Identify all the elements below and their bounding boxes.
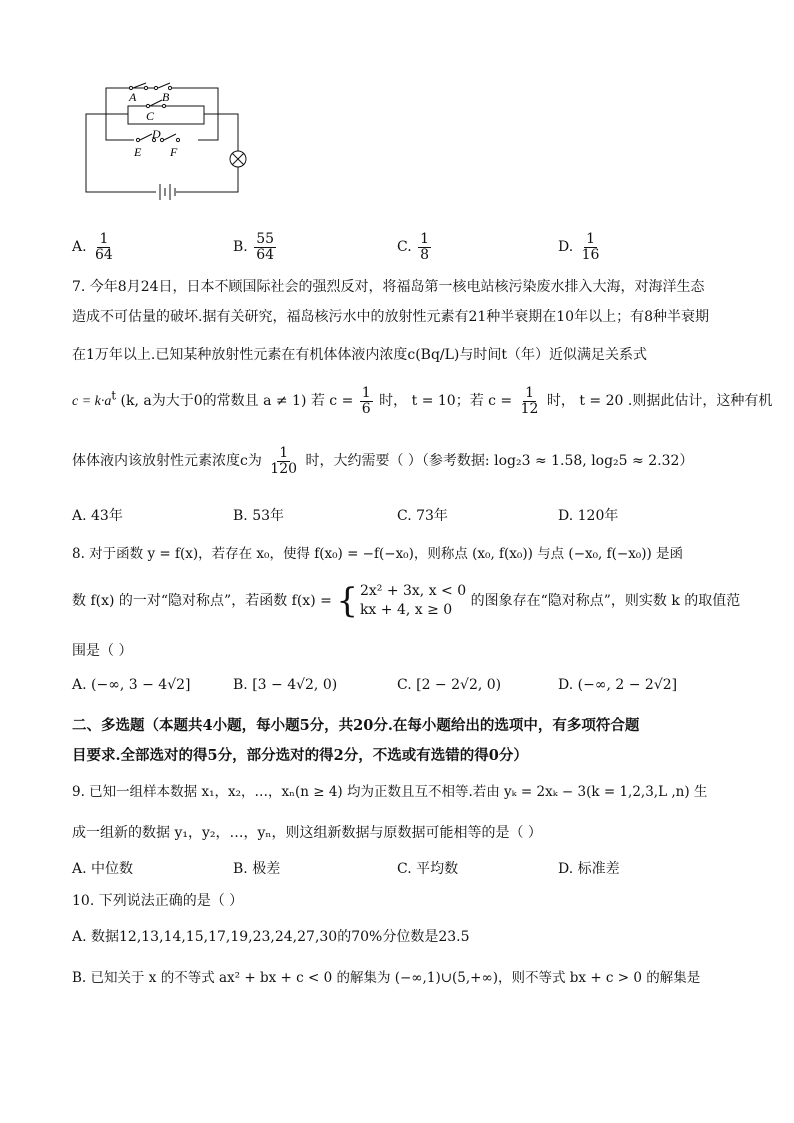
fraction: $\frac{1}{120}$ <box>270 445 298 477</box>
switch-label-e: E <box>134 145 142 159</box>
q6-option-c[interactable]: C. $\frac{1}{8}$ <box>397 231 430 263</box>
q9-option-c[interactable]: C. 平均数 <box>397 861 459 877</box>
q6-option-b[interactable]: B. $\frac{55}{64}$ <box>233 231 275 263</box>
q9-line-1: 9. 已知一组样本数据 x₁，x₂，…，xₙ(n ≥ 4) 均为正数且互不相等.若由 yₖ = 2xₖ − 3(k = 1,2,3,L ,n) 生 <box>72 784 708 800</box>
q9-option-d[interactable]: D. 标准差 <box>558 861 620 877</box>
q8-option-a[interactable]: A. (−∞, 3 − 4√2] <box>72 677 191 693</box>
q8-line-3: 围是（ ） <box>72 643 133 659</box>
switch-label-c: C <box>146 109 155 123</box>
q7-line-2: 造成不可估量的破坏.据有关研究，福岛核污水中的放射性元素有21种半衰期在10年以上；有8种半衰期 <box>72 309 709 325</box>
q7-option-a[interactable]: A. 43年 <box>72 508 123 524</box>
q8-line-1: 8. 对于函数 y = f(x)，若存在 x₀，使得 f(x₀) = −f(−x₀)，则称点 (x₀, f(x₀)) 与点 (−x₀, f(−x₀)) 是函 <box>72 546 684 562</box>
q7-line-1: 7. 今年8月24日，日本不顾国际社会的强烈反对，将福岛第一核电站核污染废水排入大海，对海洋生态 <box>72 279 705 295</box>
fraction: $\frac{1}{64}$ <box>95 231 113 263</box>
brace-icon: { <box>336 580 358 621</box>
q7-line-3: 在1万年以上.已知某种放射性元素在有机体体液内浓度c(Bq/L)与时间t（年）近似满足关系式 <box>72 347 648 363</box>
q9-line-2: 成一组新的数据 y₁，y₂，…，yₙ，则这组新数据与原数据可能相等的是（ ） <box>72 825 542 841</box>
q8-option-b[interactable]: B. [3 − 4√2, 0) <box>233 677 338 693</box>
switch-label-a: A <box>129 90 137 104</box>
fraction: $\frac{55}{64}$ <box>256 231 275 263</box>
q8-line-2: 数 f(x) 的一对“隐对称点”，若函数 f(x) = { 2x² + 3x, x < 0 kx + 4, x ≥ 0 的图象存在“隐对称点”，则实数 k 的取值范 <box>72 580 741 621</box>
q10-option-b[interactable]: B. 已知关于 x 的不等式 ax² + bx + c < 0 的解集为 (−∞,1)∪(5,+∞)，则不等式 bx + c > 0 的解集是 <box>72 970 701 986</box>
fraction: $\frac{1}{6}$ <box>361 385 371 417</box>
q6-option-d[interactable]: D. $\frac{1}{16}$ <box>558 231 600 263</box>
switch-label-b: B <box>162 90 170 104</box>
switch-label-d: D <box>152 127 161 141</box>
q7-option-c[interactable]: C. 73年 <box>397 508 448 524</box>
q7-option-b[interactable]: B. 53年 <box>233 508 285 524</box>
q7-line-5: 体体液内该放射性元素浓度c为 $\frac{1}{120}$ 时，大约需要（ ）（参考数据: log₂3 ≈ 1.58, log₂5 ≈ 2.32） <box>72 445 694 477</box>
q10-line-1: 10. 下列说法正确的是（ ） <box>72 893 244 909</box>
switch-label-f: F <box>170 145 178 159</box>
q7-option-d[interactable]: D. 120年 <box>558 508 619 524</box>
q10-option-a[interactable]: A. 数据12,13,14,15,17,19,23,24,27,30的70%分位数是23.5 <box>72 929 470 945</box>
circuit-diagram <box>78 80 258 205</box>
fraction: $\frac{1}{16}$ <box>581 231 600 263</box>
fraction: $\frac{1}{8}$ <box>420 231 430 263</box>
q8-option-d[interactable]: D. (−∞, 2 − 2√2] <box>558 677 678 693</box>
q7-line-4: $c = k\cdot a^t$ (k, a为大于0的常数且 a ≠ 1) 若 c = $\frac{1}{6}$ 时， t = 10；若 c = $\frac{1}{12}$ 时， t = 20 .则据此估计，这种有机 <box>72 385 773 417</box>
section-2-heading-line-1: 二、多选题（本题共4小题，每小题5分，共20分.在每小题给出的选项中，有多项符合题 <box>72 717 640 734</box>
section-2-heading-line-2: 目要求.全部选对的得5分，部分选对的得2分，不选或有选错的得0分） <box>72 747 528 764</box>
q9-option-b[interactable]: B. 极差 <box>233 861 281 877</box>
q6-option-a[interactable]: A. $\frac{1}{64}$ <box>72 231 113 263</box>
fraction: $\frac{1}{12}$ <box>520 385 539 417</box>
q8-option-c[interactable]: C. [2 − 2√2, 0) <box>397 677 502 693</box>
q9-option-a[interactable]: A. 中位数 <box>72 861 134 877</box>
